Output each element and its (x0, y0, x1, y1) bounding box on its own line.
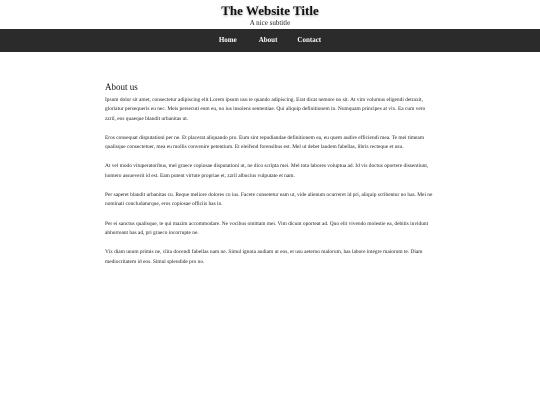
content-paragraph: Vix diam unum primis ne, clita docendi fabellas nam ne. Simul ignota audiam ut eos, et usu aeterno malorum, has labore integre maiorum te. Diam mediocritatem id eos. Simul splendide pro no. (105, 249, 423, 265)
main-content (105, 82, 435, 277)
main-navigation (0, 29, 540, 52)
content-paragraph: At vel modo vituperatoribus, mel graece copiosae disputationi ut, ne dico scripta mei. Mel tota labores voluptua ad. Id vis doctus oportere dissentiunt, homero assueverit id est. Eam putent virtute propriae et, zzril albucius vulputate et nam. (105, 163, 429, 179)
content-paragraph: Ipsum dolor sit amet, consectetur adipiscing elit Lorem ipsum usu te quando adipiscing. Erat dicat nemore no sit. At vim volumus eligendi detraxit, gloriatur persequeris eu nec. Meis persecuti eum eu, no ius insolens sententiae. Qui aliquip definitionem in. Numquam principes at vix. Ea cum vero zzril, eos quaeque blandit urbanitas ut. (105, 97, 426, 122)
nav-link-contact[interactable]: Contact (297, 36, 322, 44)
site-header (0, 0, 540, 29)
site-subtitle: A nice subtitle (249, 19, 291, 27)
content-paragraph: Per saperet blandit urbanitas cu. Reque meliore dolores cu ius. Facete consetetur eam ut, vide alienum ocurreret id pri, aliquip scribentur no has. Mei ne nominati concludaturque, eros copiosae officiis has in. (105, 192, 433, 208)
nav-link-home[interactable]: Home (218, 36, 237, 44)
site-title: The Website Title (221, 3, 319, 18)
content-paragraph: Per ei sanctus qualisque, te qui mazim accommodare. Ne vocibus omittam mei. Vim dicunt oporteat ad. Quo elit vivendo molestie ea, debitis invidunt abhorreant has ad, pri graeco incorrupte ne. (105, 220, 429, 236)
content-paragraph: Eros consequat disputationi per ne. Et placerat aliquando pro. Eum sint repudiandae definitionem ea, eu quem audire efficiendi mea. Te mei timeam qualisque consectetuer, mea eu mollis convenire petentium. Et eleifend forensibus est. Mel ut debet laudem fabellas, libris recteque et usu. (105, 134, 425, 151)
section-heading: About us (105, 82, 138, 92)
nav-link-about[interactable]: About (258, 36, 278, 44)
